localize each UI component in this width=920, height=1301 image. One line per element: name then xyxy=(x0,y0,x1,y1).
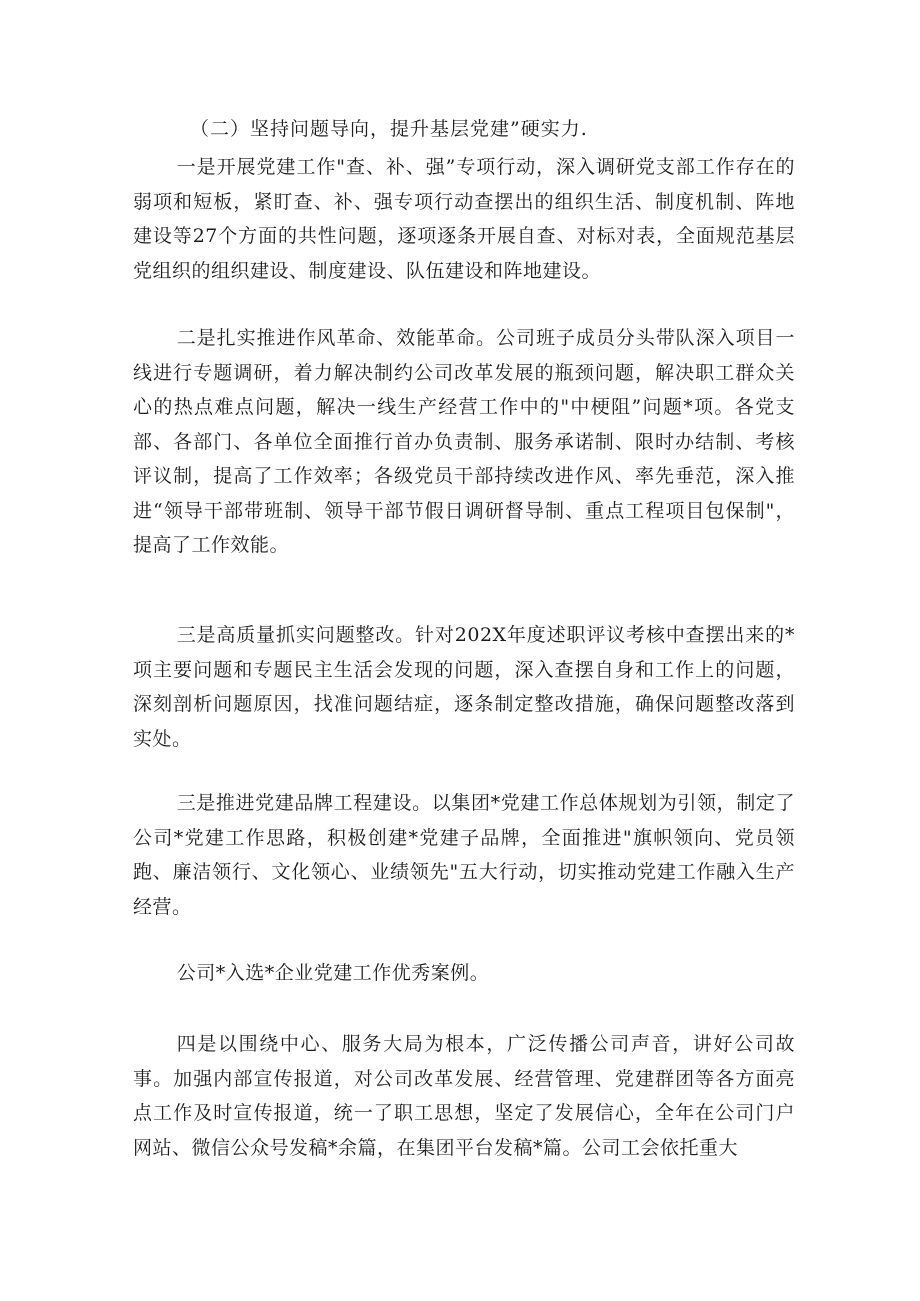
paragraph-4: 三是推进党建品牌工程建设。以集团*党建工作总体规划为引领，制定了公司*党建工作思路，积极创建*党建子品牌，全面推进"旗帜领向、党员领跑、廉洁领行、文化领心、业绩领先"五大行动，切实推动党建工作融入生产经营。 xyxy=(133,792,795,918)
paragraph-3: 三是高质量抓实问题整改。针对202X年度述职评议考核中查摆出来的*项主要问题和专题民主生活会发现的问题，深入查摆自身和工作上的问题，深刻剖析问题原因，找准问题结症，逐条制定整改措施，确保问题整改落到实处。 xyxy=(133,624,795,750)
paragraph-5: 公司*入选*企业党建工作优秀案例。 xyxy=(176,962,490,984)
paragraph-1: 一是开展党建工作"查、补、强”专项行动，深入调研党支部工作存在的弱项和短板，紧盯查、补、强专项行动查摆出的组织生活、制度机制、阵地建设等27个方面的共性问题，逐项逐条开展自查、对标对表，全面规范基层党组织的组织建设、制度建设、队伍建设和阵地建设。 xyxy=(133,156,795,282)
paragraph-6: 四是以围绕中心、服务大局为根本，广泛传播公司声音，讲好公司故事。加强内部宣传报道，对公司改革发展、经营管理、党建群团等各方面亮点工作及时宣传报道，统一了职工思想，坚定了发展信心，全年在公司门户网站、微信公众号发稿*余篇，在集团平台发稿*篇。公司工会依托重大 xyxy=(133,1033,795,1159)
paragraph-2: 二是扎实推进作风革命、效能革命。公司班子成员分头带队深入项目一线进行专题调研，着力解决制约公司改革发展的瓶颈问题，解决职工群众关心的热点难点问题，解决一线生产经营工作中的"中梗阻”问题*项。各党支部、各部门、各单位全面推行首办负责制、服务承诺制、限时办结制、考核评议制，提高了工作效率；各级党员干部持续改进作风、率先垂范，深入推进“领导干部带班制、领导干部节假日调研督导制、重点工程项目包保制"，提高了工作效能。 xyxy=(133,327,795,556)
section-heading: （二）坚持问题导向，提升基层党建”硬实力. xyxy=(190,118,588,140)
